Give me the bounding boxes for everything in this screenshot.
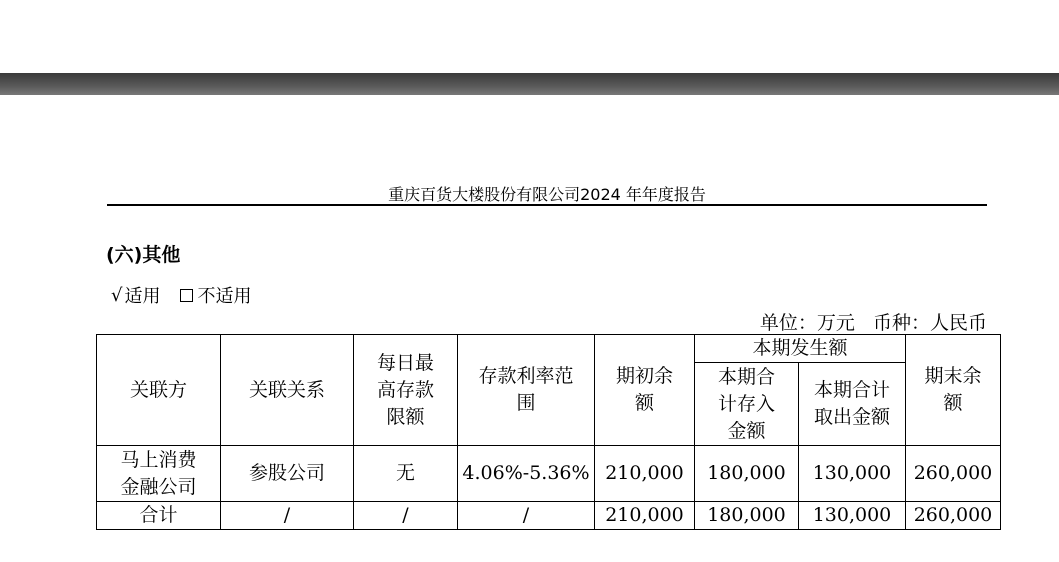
header-rule [107, 204, 987, 206]
header-current-period: 本期发生额 [695, 335, 906, 363]
applicability-options [111, 282, 251, 308]
cell-daily-max: 无 [354, 446, 458, 502]
cell-party: 马上消费金融公司 [97, 446, 221, 502]
option-applicable [111, 282, 160, 308]
header-withdrawals: 本期合计取出金额 [799, 363, 906, 446]
option-not-applicable-label: 不适用 [197, 286, 252, 307]
cell-opening: 210,000 [595, 446, 695, 502]
header-opening: 期初余额 [595, 335, 695, 446]
cell-withdrawals: 130,000 [799, 446, 906, 502]
checkmark-icon: √ [111, 284, 123, 306]
report-header-title: 重庆百货大楼股份有限公司2024 年年度报告 [388, 185, 706, 204]
checkbox-empty-icon [180, 289, 193, 302]
cell-deposits: 180,000 [695, 446, 799, 502]
cell-rate-range: 4.06%-5.36% [458, 446, 595, 502]
option-applicable-label: 适用 [124, 286, 161, 307]
unit-currency-line: 单位：万元 币种：人民币 [759, 312, 987, 334]
total-daily-max: / [354, 502, 458, 530]
section-title: (六)其他 [106, 244, 181, 266]
total-withdrawals: 130,000 [799, 502, 906, 530]
related-party-deposit-table [96, 334, 1001, 530]
header-closing: 期末余额 [906, 335, 1001, 446]
total-rate-range: / [458, 502, 595, 530]
cell-relation: 参股公司 [221, 446, 354, 502]
header-daily-max: 每日最高存款限额 [354, 335, 458, 446]
table-total-row [97, 502, 1001, 530]
viewer-toolbar-strip [0, 73, 1059, 95]
total-label: 合计 [97, 502, 221, 530]
total-deposits: 180,000 [695, 502, 799, 530]
header-rate-range: 存款利率范围 [458, 335, 595, 446]
header-deposits: 本期合计存入金额 [695, 363, 799, 446]
table-row [97, 446, 1001, 502]
header-party: 关联方 [97, 335, 221, 446]
option-not-applicable [180, 282, 251, 308]
total-relation: / [221, 502, 354, 530]
cell-closing: 260,000 [906, 446, 1001, 502]
total-opening: 210,000 [595, 502, 695, 530]
total-closing: 260,000 [906, 502, 1001, 530]
header-relation: 关联关系 [221, 335, 354, 446]
